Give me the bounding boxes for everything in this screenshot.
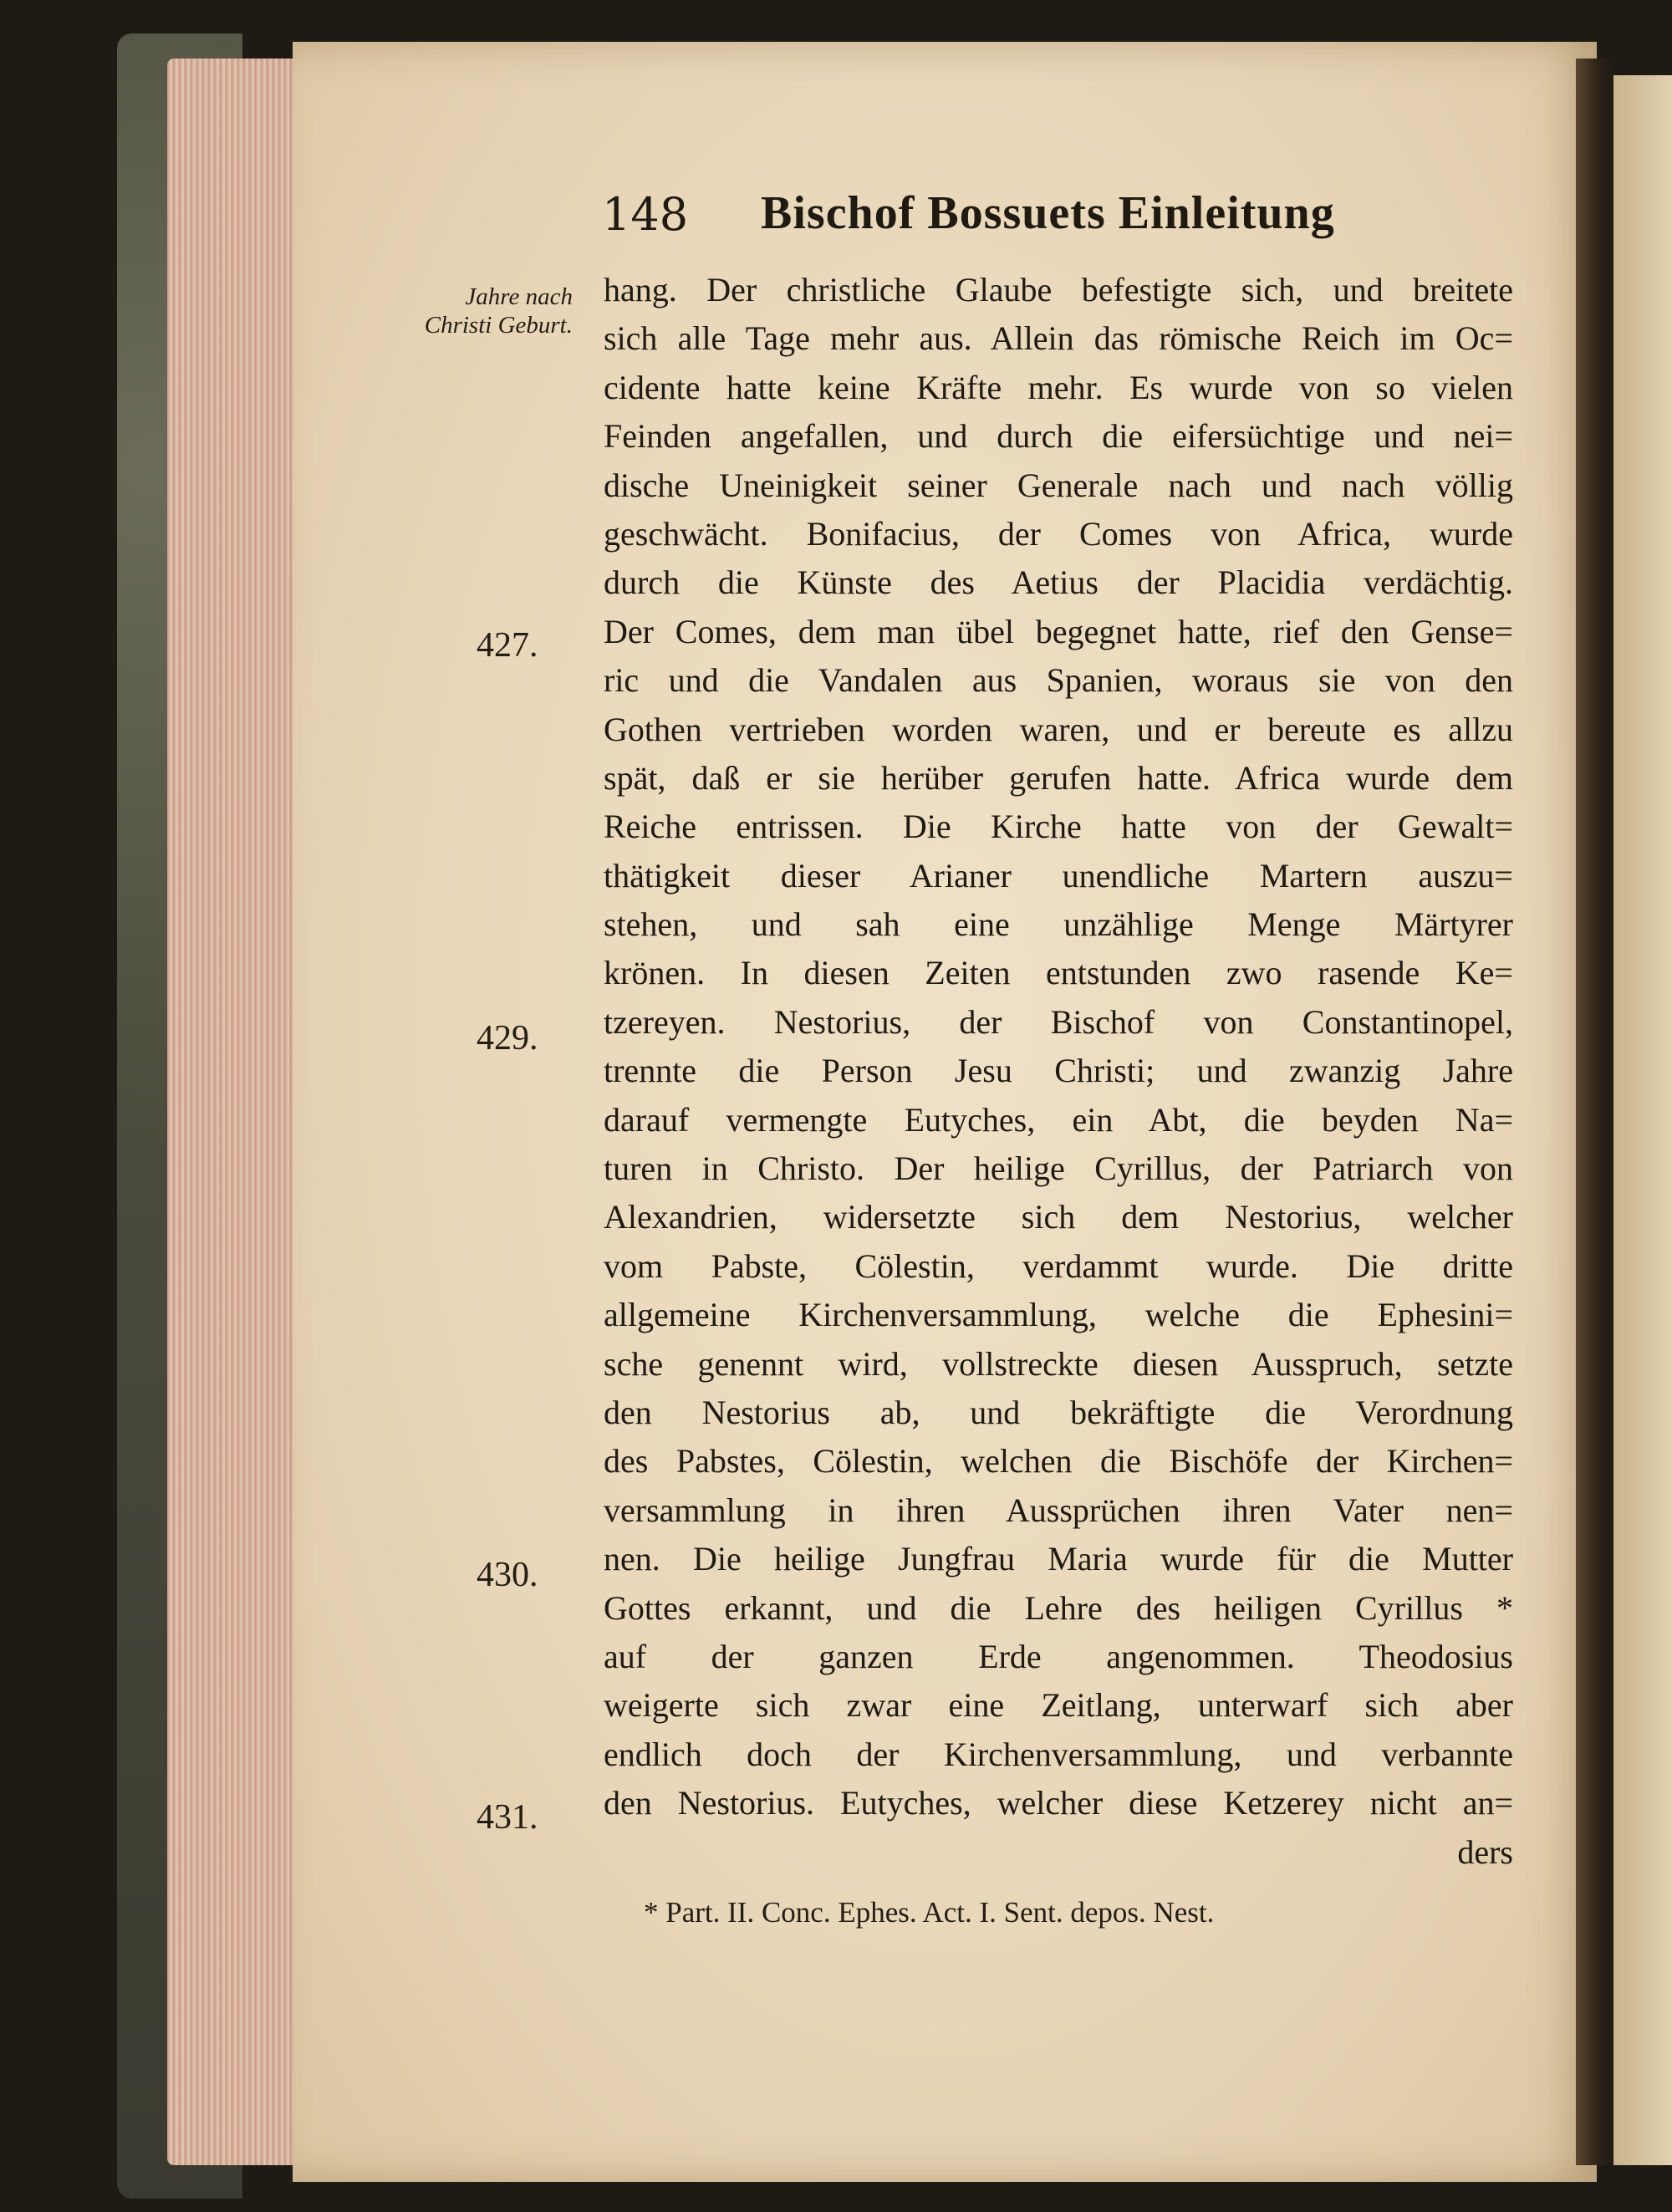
page-header [602, 180, 1438, 247]
margin-year-429: 429. [477, 1019, 538, 1058]
text-line: Reiche entrissen. Die Kirche hatte von der Gewalt= [604, 808, 1513, 846]
text-line: geschwächt. Bonifacius, der Comes von Africa, wurde [604, 514, 1513, 553]
text-line: darauf vermengte Eutyches, ein Abt, die beyden Na= [604, 1100, 1513, 1139]
text-line: stehen, und sah eine unzählige Menge Märtyrer [604, 905, 1513, 944]
page-number: 148 [602, 188, 689, 241]
text-line: Gothen vertrieben worden waren, und er bereute es allzu [604, 710, 1513, 748]
text-line: nen. Die heilige Jungfrau Maria wurde für die Mutter [604, 1540, 1513, 1578]
text-line: auf der ganzen Erde angenommen. Theodosius [604, 1637, 1513, 1675]
text-line: Der Comes, dem man übel begegnet hatte, rief den Gense= [604, 612, 1513, 650]
text-line: allgemeine Kirchenversammlung, welche die Ephesini= [604, 1296, 1513, 1334]
text-line: spät, daß er sie herüber gerufen hatte. Africa wurde dem [604, 758, 1513, 797]
text-line: trennte die Person Jesu Christi; und zwanzig Jahre [604, 1052, 1513, 1090]
catchword: ders [1457, 1832, 1513, 1871]
running-title: Bischof Bossuets Einleitung [761, 187, 1335, 239]
text-line: thätigkeit dieser Arianer unendliche Martern auszu= [604, 856, 1513, 894]
text-line: turen in Christo. Der heilige Cyrillus, der Patriarch von [604, 1149, 1513, 1188]
margin-note: Jahre nach Christi Geburt. [424, 283, 573, 339]
text-line: dische Uneinigkeit seiner Generale nach und nach völlig [604, 466, 1513, 504]
text-line: durch die Künste des Aetius der Placidia verdächtig. [604, 563, 1513, 602]
margin-year-427: 427. [477, 626, 538, 665]
text-line: versammlung in ihren Aussprüchen ihren Vater nen= [604, 1491, 1513, 1529]
text-line: sche genennt wird, vollstreckte diesen Ausspruch, setzte [604, 1344, 1513, 1383]
footnote: * Part. II. Conc. Ephes. Act. I. Sent. depos. Nest. [644, 1896, 1215, 1929]
text-line: endlich doch der Kirchenversammlung, und verbannte [604, 1735, 1513, 1773]
text-line: Feinden angefallen, und durch die eifersüchtige und nei= [604, 417, 1513, 456]
text-line: den Nestorius ab, und bekräftigte die Verordnung [604, 1393, 1513, 1431]
margin-year-431: 431. [477, 1798, 538, 1837]
text-line: des Pabstes, Cölestin, welchen die Bischöfe der Kirchen= [604, 1442, 1513, 1481]
facing-page-edge [1613, 75, 1672, 2165]
page-edges [167, 59, 301, 2165]
body-text [604, 266, 1513, 1877]
text-line: weigerte sich zwar eine Zeitlang, unterwarf sich aber [604, 1686, 1513, 1725]
text-line: tzereyen. Nestorius, der Bischof von Constantinopel, [604, 1002, 1513, 1041]
text-line: Gottes erkannt, und die Lehre des heiligen Cyrillus * [604, 1588, 1513, 1627]
text-line: Alexandrien, widersetzte sich dem Nestorius, welcher [604, 1198, 1513, 1236]
text-line: sich alle Tage mehr aus. Allein das römische Reich im Oc= [604, 319, 1513, 358]
text-line: vom Pabste, Cölestin, verdammt wurde. Die dritte [604, 1246, 1513, 1285]
text-line: den Nestorius. Eutyches, welcher diese Ketzerey nicht an= [604, 1784, 1513, 1822]
text-line: cidente hatte keine Kräfte mehr. Es wurde von so vielen [604, 368, 1513, 406]
text-line: krönen. In diesen Zeiten entstunden zwo rasende Ke= [604, 954, 1513, 992]
text-line: ric und die Vandalen aus Spanien, woraus sie von den [604, 661, 1513, 700]
book-gutter [1576, 59, 1613, 2165]
margin-year-430: 430. [477, 1556, 538, 1594]
text-line: hang. Der christliche Glaube befestigte sich, und breitete [604, 271, 1513, 308]
